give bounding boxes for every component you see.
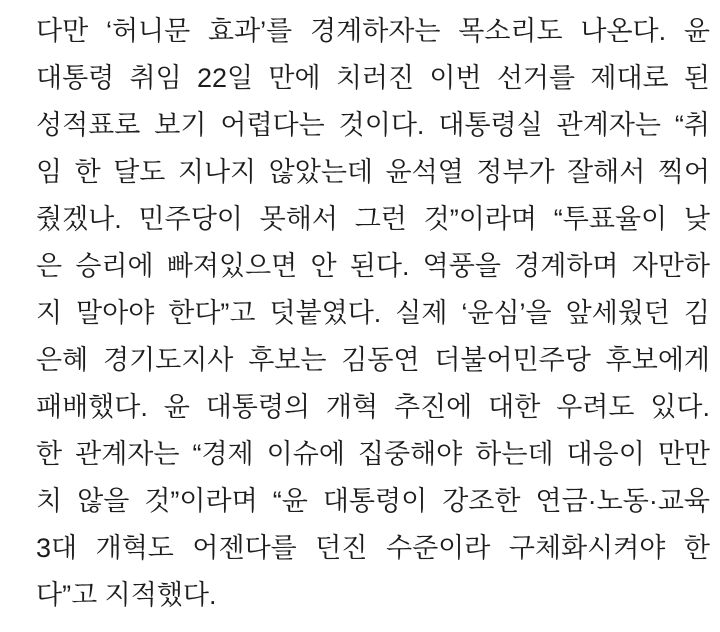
text-line: 3대 개혁도 어젠다를 던진 수준이라 구체화시켜야 한 <box>36 533 710 563</box>
text-line: 패배했다. 윤 대통령의 개혁 추진에 대한 우려도 있다. <box>36 392 710 422</box>
text-line: 임 한 달도 지나지 않았는데 윤석열 정부가 잘해서 찍어 <box>36 157 710 187</box>
text-line: 은혜 경기도지사 후보는 김동연 더불어민주당 후보에게 <box>36 345 710 375</box>
text-line: 지 말아야 한다”고 덧붙였다. 실제 ‘윤심’을 앞세웠던 김 <box>36 298 710 328</box>
text-line: 대통령 취임 22일 만에 치러진 이번 선거를 제대로 된 <box>36 63 710 93</box>
text-line: 은 승리에 빠져있으면 안 된다. 역풍을 경계하며 자만하 <box>36 251 710 281</box>
text-line: 한 관계자는 “경제 이슈에 집중해야 하는데 대응이 만만 <box>36 439 710 469</box>
text-line: 줬겠나. 민주당이 못해서 그런 것”이라며 “투표율이 낮 <box>36 204 710 234</box>
text-line: 성적표로 보기 어렵다는 것이다. 대통령실 관계자는 “취 <box>36 110 710 140</box>
text-line: 다만 ‘허니문 효과’를 경계하자는 목소리도 나온다. 윤 <box>36 16 710 46</box>
text-line: 치 않을 것”이라며 “윤 대통령이 강조한 연금·노동·교육 <box>36 486 710 516</box>
text-line: 다”고 지적했다. <box>36 580 217 610</box>
